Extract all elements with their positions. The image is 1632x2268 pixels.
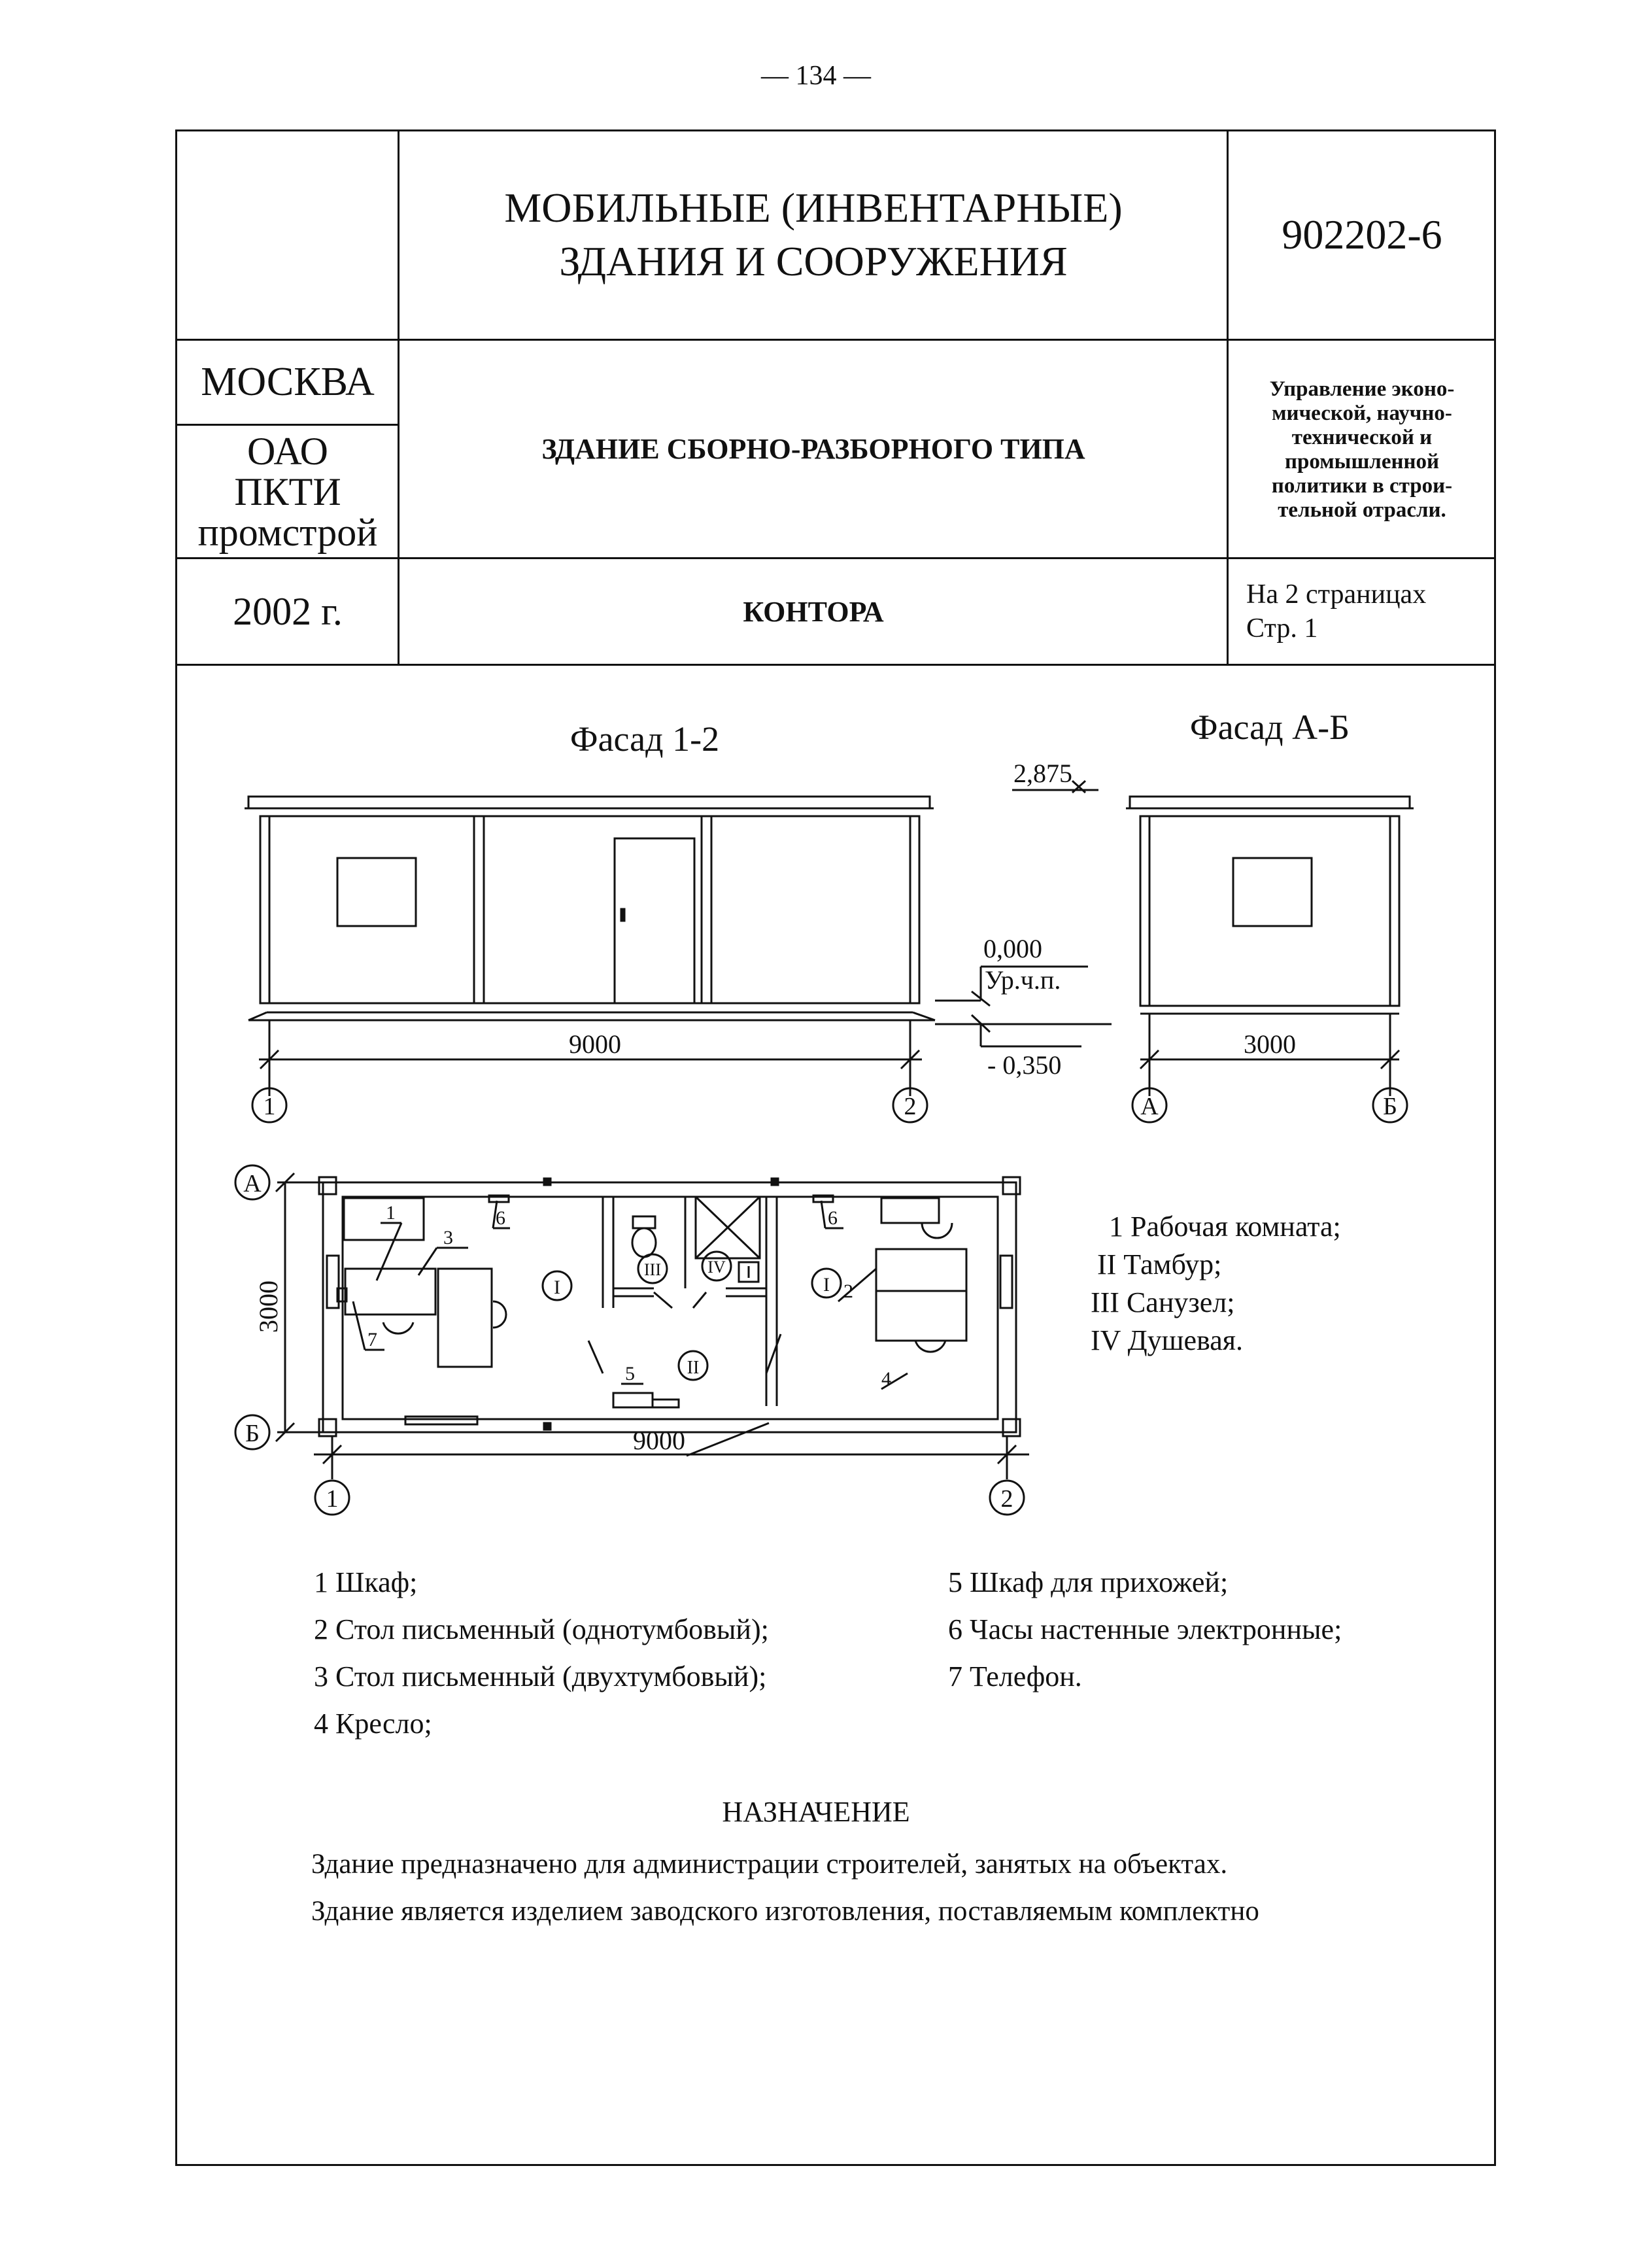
room-label-iii: III — [644, 1260, 661, 1279]
facade-1-2 — [245, 797, 935, 1020]
furniture-legend-item: 3 Стол письменный (двухтумбовый); — [314, 1660, 767, 1692]
purpose-text — [311, 1841, 1259, 1935]
year: 2002 г. — [233, 589, 343, 633]
item-1-label: 1 — [386, 1202, 396, 1224]
furniture-legend-item: 4 Кресло; — [314, 1708, 432, 1740]
agency-line1: Управление эконо- — [1269, 377, 1455, 401]
rooms-legend — [1091, 1203, 1418, 1364]
pages-line2: Стр. 1 — [1246, 613, 1318, 644]
furniture-legend-item: 2 Стол письменный (однотумбовый); — [314, 1613, 769, 1645]
plan-dim-width: 3000 — [254, 1280, 283, 1333]
page-number: — 134 — — [761, 61, 871, 91]
purpose-title: НАЗНАЧЕНИЕ — [722, 1796, 910, 1828]
axis-1-label: 1 — [263, 1093, 276, 1120]
plan-axis-a: А — [243, 1170, 262, 1197]
floor-plan — [235, 1165, 1029, 1515]
rooms-legend-item: II Тамбур; — [1097, 1248, 1222, 1280]
furniture-legend-left — [314, 1559, 902, 1747]
room-label-iv: IV — [707, 1258, 726, 1277]
axis-b-label: Б — [1383, 1093, 1397, 1120]
mark-top: 2,875 — [1013, 759, 1072, 788]
building-name: КОНТОРА — [743, 595, 884, 628]
item-6-label-right: 6 — [828, 1207, 838, 1229]
furniture-legend-item: 6 Часы настенные электронные; — [948, 1613, 1342, 1645]
rooms-legend-item: 1 Рабочая комната; — [1109, 1211, 1341, 1243]
facade-a-b — [1126, 797, 1414, 1014]
mark-floor: Ур.ч.п. — [985, 965, 1061, 995]
series-title-line1: МОБИЛЬНЫЕ (ИНВЕНТАРНЫЕ) — [504, 184, 1123, 231]
room-label-i-left: I — [554, 1277, 560, 1298]
dim-width-facade: 3000 — [1244, 1029, 1296, 1059]
facade-1-2-title: Фасад 1-2 — [570, 719, 720, 759]
room-label-i-right: I — [823, 1274, 830, 1296]
room-label-ii: II — [687, 1358, 700, 1378]
agency-line2: мической, научно- — [1272, 402, 1452, 425]
agency-line4: промышленной — [1284, 450, 1440, 473]
building-type: ЗДАНИЕ СБОРНО-РАЗБОРНОГО ТИПА — [541, 432, 1085, 465]
item-6-label-left: 6 — [496, 1207, 505, 1229]
series-title-line2: ЗДАНИЯ И СООРУЖЕНИЯ — [559, 238, 1068, 284]
series-code: 902202-6 — [1282, 211, 1442, 258]
item-2-label: 2 — [843, 1280, 853, 1302]
axis-2-label: 2 — [904, 1093, 917, 1120]
plan-axis-2: 2 — [1000, 1485, 1013, 1513]
pages-line1: На 2 страницах — [1246, 579, 1427, 610]
mark-zero: 0,000 — [983, 934, 1042, 963]
item-5-label: 5 — [625, 1363, 635, 1384]
elevation-marks — [935, 781, 1112, 1046]
facade-dimensions — [252, 1014, 1407, 1122]
org-line3: промстрой — [197, 511, 378, 554]
rooms-legend-item: III Санузел; — [1091, 1286, 1235, 1318]
mark-ground: - 0,350 — [987, 1050, 1062, 1080]
furniture-legend-item: 5 Шкаф для прихожей; — [948, 1566, 1229, 1598]
dim-length-facade: 9000 — [569, 1029, 621, 1059]
agency-line5: политики в строи- — [1271, 474, 1453, 498]
furniture-legend-item: 1 Шкаф; — [314, 1566, 418, 1598]
rooms-legend-item: IV Душевая. — [1091, 1324, 1244, 1356]
furniture-legend-item: 7 Телефон. — [948, 1660, 1082, 1692]
plan-axis-b: Б — [245, 1420, 260, 1447]
axis-a-label: А — [1140, 1093, 1159, 1120]
org-line2: ПКТИ — [234, 470, 341, 513]
purpose-line1: Здание предназначено для администрации строителей, занятых на объектах. — [311, 1849, 1228, 1880]
agency-line6: тельной отрасли. — [1278, 498, 1446, 522]
purpose-line2: Здание является изделием заводского изготовления, поставляемым комплектно — [311, 1896, 1259, 1927]
item-7-label: 7 — [367, 1329, 377, 1350]
facade-a-b-title: Фасад А-Б — [1189, 708, 1350, 747]
org-line1: ОАО — [246, 430, 328, 473]
furniture-legend-right — [948, 1559, 1471, 1700]
item-3-label: 3 — [443, 1227, 453, 1248]
item-4-label: 4 — [881, 1368, 891, 1390]
plan-axis-1: 1 — [326, 1485, 339, 1513]
plan-dim-length: 9000 — [633, 1426, 685, 1455]
city: МОСКВА — [201, 359, 375, 404]
agency-line3: технической и — [1291, 426, 1433, 449]
